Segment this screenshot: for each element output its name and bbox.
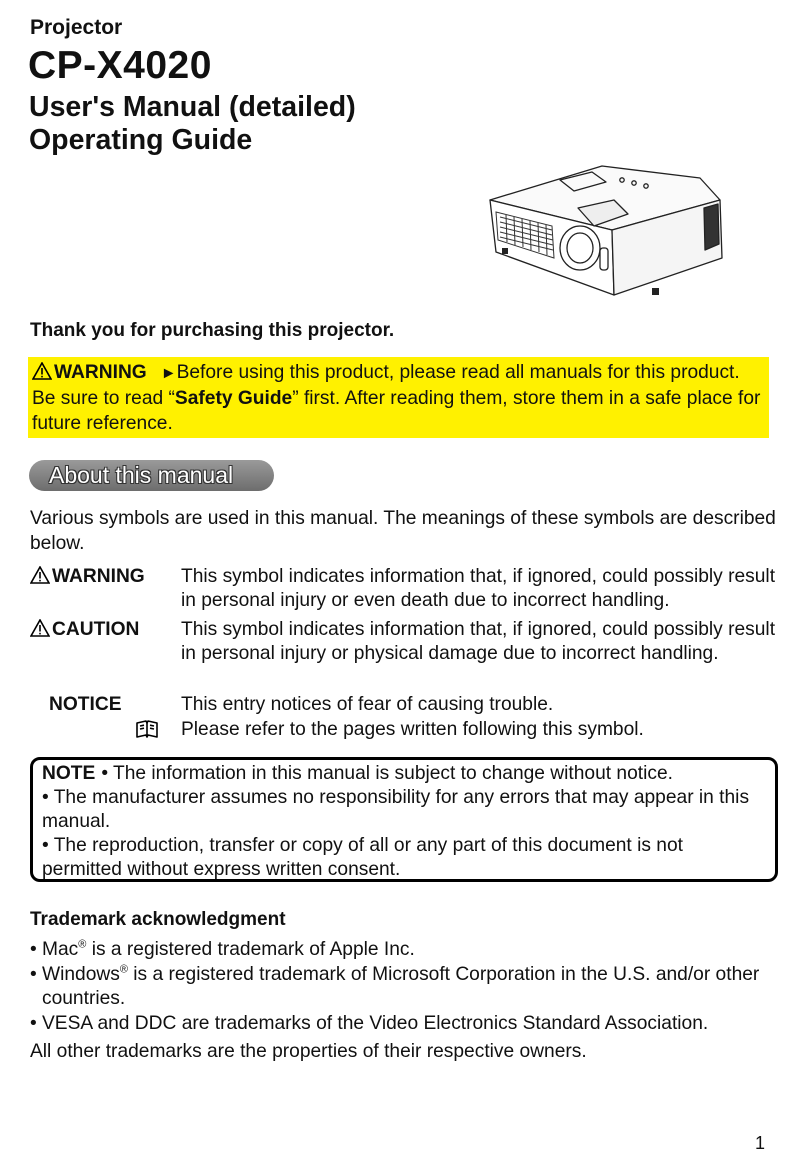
bullet: •: [30, 1013, 37, 1034]
warning-banner-text-before: Before using this product, please read all manuals for this product. Be sure to read “: [32, 362, 740, 409]
bullet: •: [30, 964, 37, 985]
symbol-caution-label: [30, 617, 139, 642]
registered-symbol: ®: [119, 963, 128, 976]
trademark-name: Windows: [42, 964, 120, 985]
bullet: •: [30, 939, 37, 960]
trademark-list: [30, 938, 790, 1037]
trademark-heading: Trademark acknowledgment: [30, 909, 286, 930]
model-number: CP-X4020: [28, 44, 212, 87]
page-number: 1: [755, 1133, 766, 1153]
symbol-notice-description: This entry notices of fear of causing trouble.: [181, 694, 554, 715]
trademark-text: VESA and DDC are trademarks of the Video Electronics Standard Association.: [42, 1013, 709, 1034]
symbol-warning-text: WARNING: [52, 566, 145, 587]
thank-you-text: Thank you for purchasing this projector.: [30, 320, 395, 341]
warning-triangle-icon: [32, 362, 52, 380]
trademark-item: [30, 1012, 790, 1036]
document-title-line1: User's Manual (detailed): [29, 91, 356, 123]
trademark-item: [30, 938, 790, 962]
safety-warning-banner: [28, 357, 769, 438]
symbol-warning-description: This symbol indicates information that, if ignored, could possibly result in personal injury or even death due to incorrect handling.: [181, 566, 776, 611]
trademark-text: is a registered trademark of Apple Inc.: [86, 939, 415, 960]
document-title-line2: Operating Guide: [29, 124, 253, 156]
trademark-name: Mac: [42, 939, 79, 960]
symbol-caution-text: CAUTION: [52, 619, 140, 640]
intro-paragraph: Various symbols are used in this manual. The meanings of these symbols are described below.: [30, 508, 776, 554]
safety-guide-reference: Safety Guide: [174, 388, 293, 409]
symbol-caution-description: This symbol indicates information that, if ignored, could possibly result in personal injury or physical damage due to incorrect handling.: [181, 619, 776, 664]
section-heading: About this manual: [29, 460, 274, 491]
note-box: [30, 757, 778, 882]
note-line-3: • The reproduction, transfer or copy of all or any part of this document is not permitted without express written consent.: [42, 835, 683, 880]
trademark-item: [30, 963, 790, 1011]
warning-triangle-icon: [30, 566, 50, 584]
note-line-1: • The information in this manual is subject to change without notice.: [101, 763, 673, 784]
registered-symbol: ®: [78, 938, 87, 951]
caution-triangle-icon: [30, 619, 50, 637]
book-reference-icon: [135, 720, 159, 740]
warning-banner-text-after: ” first. After reading them, store them in a safe place for future reference.: [32, 388, 761, 434]
warning-banner-label-text: WARNING: [54, 362, 147, 383]
trademark-footer: All other trademarks are the properties of their respective owners.: [30, 1041, 587, 1062]
symbol-reference-description: Please refer to the pages written following this symbol.: [181, 719, 644, 740]
projector-illustration: [482, 160, 732, 310]
product-category: Projector: [30, 16, 123, 39]
trademark-text: is a registered trademark of Microsoft Corporation in the U.S. and/or other countries.: [42, 964, 760, 1009]
document-title: [29, 91, 356, 157]
note-label: NOTE: [42, 763, 96, 784]
note-line-2: • The manufacturer assumes no responsibility for any errors that may appear in this manual.: [42, 787, 750, 832]
symbol-warning-label: [30, 564, 145, 589]
symbol-notice-label: NOTICE: [49, 694, 122, 715]
warning-arrow-icon: ►: [160, 365, 177, 382]
warning-banner-label: [32, 362, 147, 383]
